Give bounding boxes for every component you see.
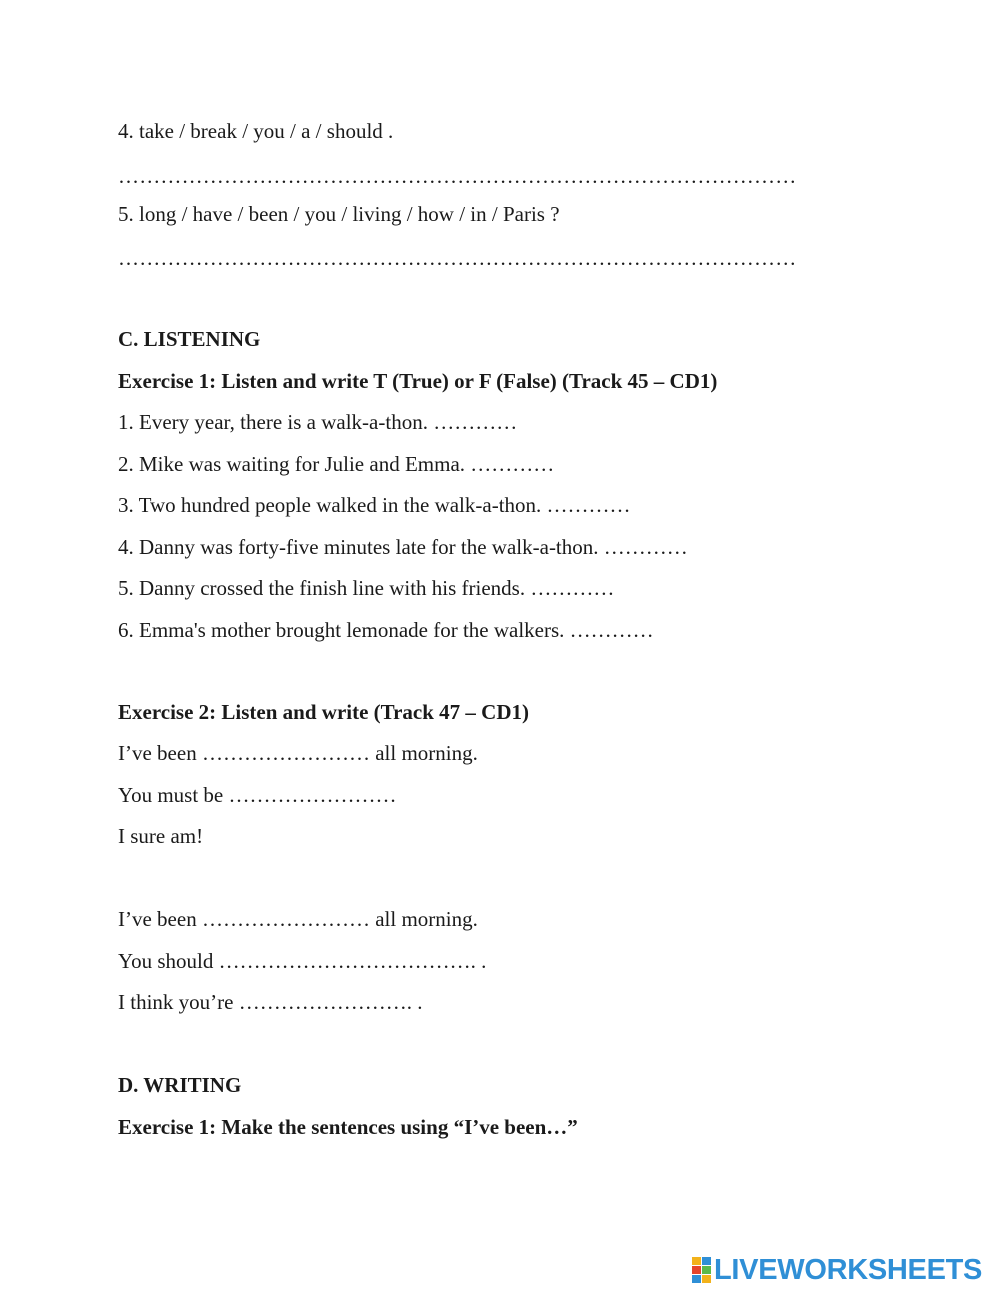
- writing-exercise-1-title: Exercise 1: Make the sentences using “I’ve been…”: [118, 1115, 578, 1139]
- dialogue-line[interactable]: I think you’re ……………………. .: [118, 990, 423, 1014]
- answer-line-5[interactable]: ……………………………………………………………………………………: [118, 246, 797, 270]
- tf-item[interactable]: 4. Danny was forty-five minutes late for the walk-a-thon. …………: [118, 535, 688, 559]
- tf-item[interactable]: 6. Emma's mother brought lemonade for the walkers. …………: [118, 618, 654, 642]
- dialogue-line[interactable]: I’ve been …………………… all morning.: [118, 907, 478, 931]
- tf-item[interactable]: 3. Two hundred people walked in the walk-a-thon. …………: [118, 493, 631, 517]
- dialogue-line[interactable]: You should ………………………………. .: [118, 949, 487, 973]
- tf-item[interactable]: 2. Mike was waiting for Julie and Emma. …………: [118, 452, 555, 476]
- question-5: 5. long / have / been / you / living / how / in / Paris ?: [118, 202, 560, 226]
- dialogue-line: I sure am!: [118, 824, 204, 848]
- section-heading-listening: C. LISTENING: [118, 327, 261, 351]
- liveworksheets-logo-text: LIVEWORKSHEETS: [714, 1253, 983, 1286]
- dialogue-line[interactable]: You must be ……………………: [118, 783, 397, 807]
- listening-exercise-1-title: Exercise 1: Listen and write T (True) or F (False) (Track 45 – CD1): [118, 369, 718, 393]
- liveworksheets-logo: [692, 1254, 982, 1286]
- listening-exercise-2-title: Exercise 2: Listen and write (Track 47 – CD1): [118, 700, 529, 724]
- section-heading-writing: D. WRITING: [118, 1073, 242, 1097]
- tf-item[interactable]: 1. Every year, there is a walk-a-thon. …………: [118, 410, 518, 434]
- answer-line-4[interactable]: ……………………………………………………………………………………: [118, 164, 797, 188]
- question-4: 4. take / break / you / a / should .: [118, 119, 394, 143]
- liveworksheets-logo-icon: [692, 1257, 712, 1283]
- dialogue-line[interactable]: I’ve been …………………… all morning.: [118, 741, 478, 765]
- tf-item[interactable]: 5. Danny crossed the finish line with his friends. …………: [118, 576, 615, 600]
